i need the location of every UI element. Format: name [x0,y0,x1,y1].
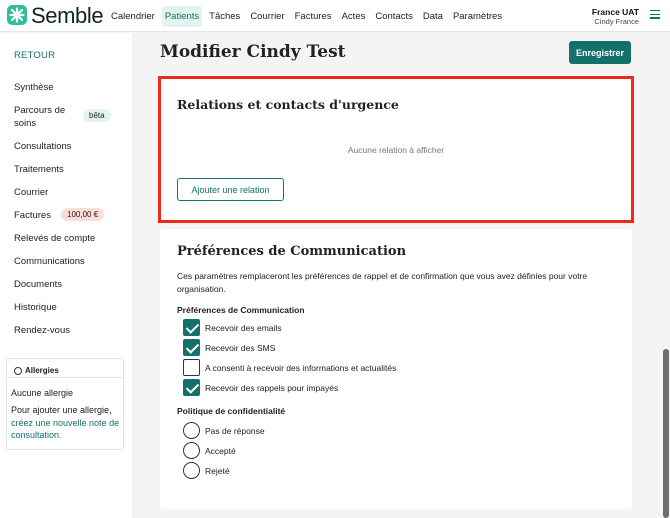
sidebar-item-communications[interactable]: Communications [14,256,85,267]
allergies-hint [11,404,123,442]
accepted-label: Accepté [205,445,236,456]
no-answer-radio[interactable] [183,422,200,439]
invoice-amount-badge: 100,00 € [61,208,104,221]
save-button[interactable]: Enregistrer [569,41,631,64]
add-relation-button[interactable]: Ajouter une relation [177,178,284,201]
sidebar-item-courrier[interactable]: Courrier [14,187,49,198]
beta-badge: bêta [83,109,111,122]
sidebar-item-consultations[interactable]: Consultations [14,141,72,152]
no-answer-label: Pas de réponse [205,425,265,436]
privacy-no-answer[interactable] [183,422,265,439]
communication-description: Ces paramètres remplaceront les préférences de rappel et de confirmation que vous avez définies pour votre organisation. [177,271,588,294]
nav-courrier[interactable]: Courrier [250,10,285,22]
pref-emails[interactable] [183,319,282,336]
new-consultation-note-link[interactable]: créez une nouvelle note de consultation. [11,417,120,440]
sidebar-item-synthese[interactable]: Synthèse [14,82,54,93]
rejected-radio[interactable] [183,462,200,479]
nav-data[interactable]: Data [422,10,443,22]
nav-parametres[interactable]: Paramètres [452,10,503,22]
communication-card [160,229,632,509]
sidebar-item-parcours[interactable]: Parcours de soins [14,105,66,129]
unpaid-reminders-label: Recevoir des rappels pour impayés [205,382,339,393]
sidebar-item-documents[interactable]: Documents [14,279,63,290]
patient-sidebar [0,33,132,518]
sidebar-item-historique[interactable]: Historique [14,302,57,313]
sidebar-item-rendez-vous[interactable]: Rendez-vous [14,325,70,336]
nav-taches[interactable]: Tâches [209,10,241,22]
allergies-panel [6,358,124,450]
emails-label: Recevoir des emails [205,322,282,333]
allergies-title: Allergies [25,366,59,375]
brand-name[interactable]: Semble [31,3,104,28]
semble-logo-icon[interactable] [7,5,27,25]
pref-news-consent[interactable] [183,359,396,376]
nav-patients[interactable]: Patients [162,6,202,27]
communication-title: Préférences de Communication [177,244,407,259]
privacy-accepted[interactable] [183,442,236,459]
page-scrollbar[interactable] [663,349,669,518]
nav-actes[interactable]: Actes [341,10,366,22]
account-org: France UAT [591,7,639,17]
accepted-radio[interactable] [183,442,200,459]
main-nav [108,0,509,32]
page-title: Modifier Cindy Test [160,42,346,62]
nav-factures[interactable]: Factures [294,10,332,22]
hamburger-menu-icon[interactable] [650,10,660,20]
prefs-section-label: Préférences de Communication [177,305,305,315]
relations-empty-text: Aucune relation à afficher [347,145,445,155]
news-consent-label: A consenti à recevoir des informations et actualités [205,362,397,373]
info-icon [14,367,22,375]
pref-unpaid-reminders[interactable] [183,379,338,396]
sms-label: Recevoir des SMS [205,342,276,353]
nav-calendrier[interactable]: Calendrier [111,10,155,22]
privacy-section-label: Politique de confidentialité [177,406,286,416]
top-bar [0,0,670,32]
relations-card [160,78,632,221]
account-switcher[interactable] [592,7,639,27]
allergies-header [7,359,123,378]
news-consent-checkbox[interactable] [183,359,200,376]
sidebar-item-releves[interactable]: Relevés de compte [14,233,96,244]
rejected-label: Rejeté [205,465,230,476]
allergies-empty: Aucune allergie [11,388,74,398]
emails-checkbox[interactable] [183,319,200,336]
sms-checkbox[interactable] [183,339,200,356]
account-user: Cindy France [594,17,639,26]
sidebar-item-factures[interactable]: Factures [14,210,51,221]
back-link[interactable]: RETOUR [14,50,56,61]
privacy-rejected[interactable] [183,462,230,479]
sidebar-item-traitements[interactable]: Traitements [14,164,64,175]
pref-sms[interactable] [183,339,275,356]
nav-contacts[interactable]: Contacts [375,10,413,22]
relations-title: Relations et contacts d'urgence [177,97,399,112]
allergies-hint-text: Pour ajouter une allergie, [11,405,112,415]
unpaid-reminders-checkbox[interactable] [183,379,200,396]
